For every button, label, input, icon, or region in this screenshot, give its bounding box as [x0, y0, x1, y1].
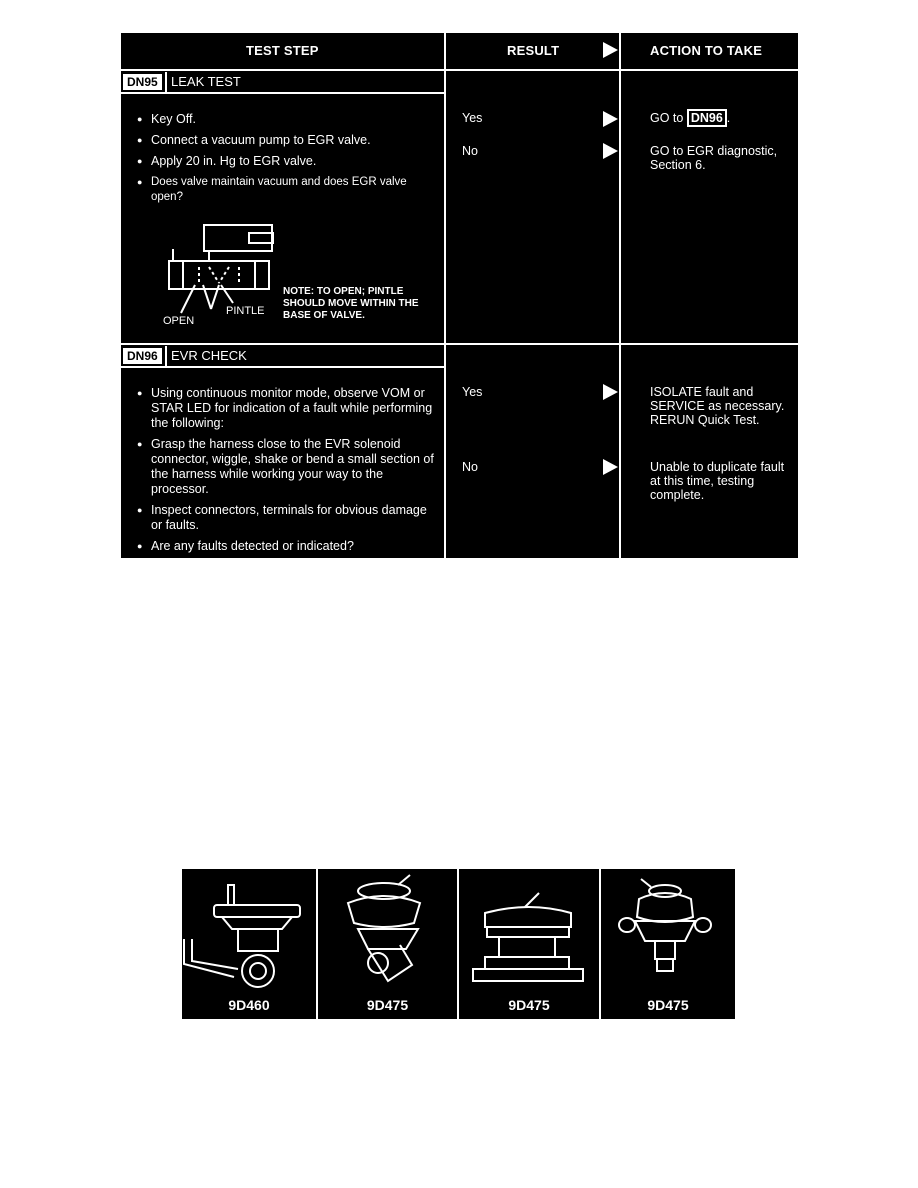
valve-label: 9D475	[508, 997, 550, 1013]
valve-panel-9d460	[182, 869, 316, 1019]
bullet: ● Apply 20 in. Hg to EGR valve.	[137, 154, 427, 169]
action-suffix: .	[726, 111, 731, 125]
arrow-icon	[603, 459, 618, 475]
result-yes: Yes	[462, 385, 483, 399]
result-no: No	[462, 144, 478, 158]
step-separator	[121, 343, 798, 345]
arrow-icon	[603, 384, 618, 400]
step-rule	[121, 92, 444, 94]
bullet: ● Grasp the harness close to the EVR solenoid connector, wiggle, shake or bend a small section of the harness while working your way to the processor.	[137, 437, 437, 497]
valve-label: 9D475	[647, 997, 689, 1013]
bullet: ● Key Off.	[137, 112, 427, 127]
step-divider	[165, 346, 167, 366]
bullet: ● Connect a vacuum pump to EGR valve.	[137, 133, 427, 148]
valve-panel-9d475	[318, 869, 457, 1019]
valve-label: 9D475	[366, 997, 409, 1013]
action-go-dn96	[650, 109, 810, 127]
valve-panel-9d475	[601, 869, 735, 1019]
action-unable-duplicate: Unable to duplicate fault at this time, testing complete.	[650, 460, 785, 502]
step-id: DN95	[123, 74, 162, 90]
action-egr-diagnostic: GO to EGR diagnostic, Section 6.	[650, 144, 778, 172]
step-reference-dn96: DN96	[687, 109, 727, 127]
egr-valve-image	[601, 869, 735, 994]
header-rule	[121, 69, 798, 71]
result-no: No	[462, 460, 478, 474]
step-divider	[165, 72, 167, 92]
diagram-note: NOTE: TO OPEN; PINTLE SHOULD MOVE WITHIN THE BASE OF VALVE.	[283, 286, 419, 321]
egr-valve-photo-strip	[182, 869, 735, 1019]
egr-valve-image	[459, 869, 599, 994]
bullet: ● Does valve maintain vacuum and does EGR valve open?	[137, 175, 427, 205]
arrow-icon	[603, 111, 618, 127]
arrow-icon	[603, 42, 618, 58]
valve-panel-9d475	[459, 869, 599, 1019]
header-action: ACTION TO TAKE	[650, 43, 763, 58]
egr-valve-image	[318, 869, 457, 994]
bullet: ● Are any faults detected or indicated?	[137, 539, 437, 554]
column-divider	[444, 33, 446, 558]
pintle-label: PINTLE	[226, 305, 265, 317]
step-bullets-dn96	[137, 386, 437, 560]
egr-valve-image	[182, 869, 316, 994]
action-isolate-fault: ISOLATE fault and SERVICE as necessary. RERUN Quick Test.	[650, 385, 785, 427]
header-result: RESULT	[507, 43, 560, 58]
step-id: DN96	[123, 348, 162, 364]
arrow-icon	[603, 143, 618, 159]
header-test-step: TEST STEP	[246, 43, 319, 58]
step-title: EVR CHECK	[171, 348, 247, 363]
bullet: ● Inspect connectors, terminals for obvious damage or faults.	[137, 503, 437, 533]
diagnostic-table	[121, 33, 798, 558]
bullet: ● Using continuous monitor mode, observe VOM or STAR LED for indication of a fault while performing the following:	[137, 386, 437, 431]
step-bullets-dn95	[137, 112, 427, 211]
column-divider	[619, 33, 621, 558]
open-label: OPEN	[163, 315, 195, 327]
step-header-dn96	[121, 346, 444, 366]
step-header-dn95	[121, 72, 444, 92]
valve-label: 9D460	[228, 997, 270, 1013]
action-prefix: GO to	[650, 111, 684, 125]
step-rule	[121, 366, 444, 368]
step-title: LEAK TEST	[171, 74, 241, 89]
egr-valve-diagram	[159, 221, 289, 321]
result-yes: Yes	[462, 111, 483, 125]
